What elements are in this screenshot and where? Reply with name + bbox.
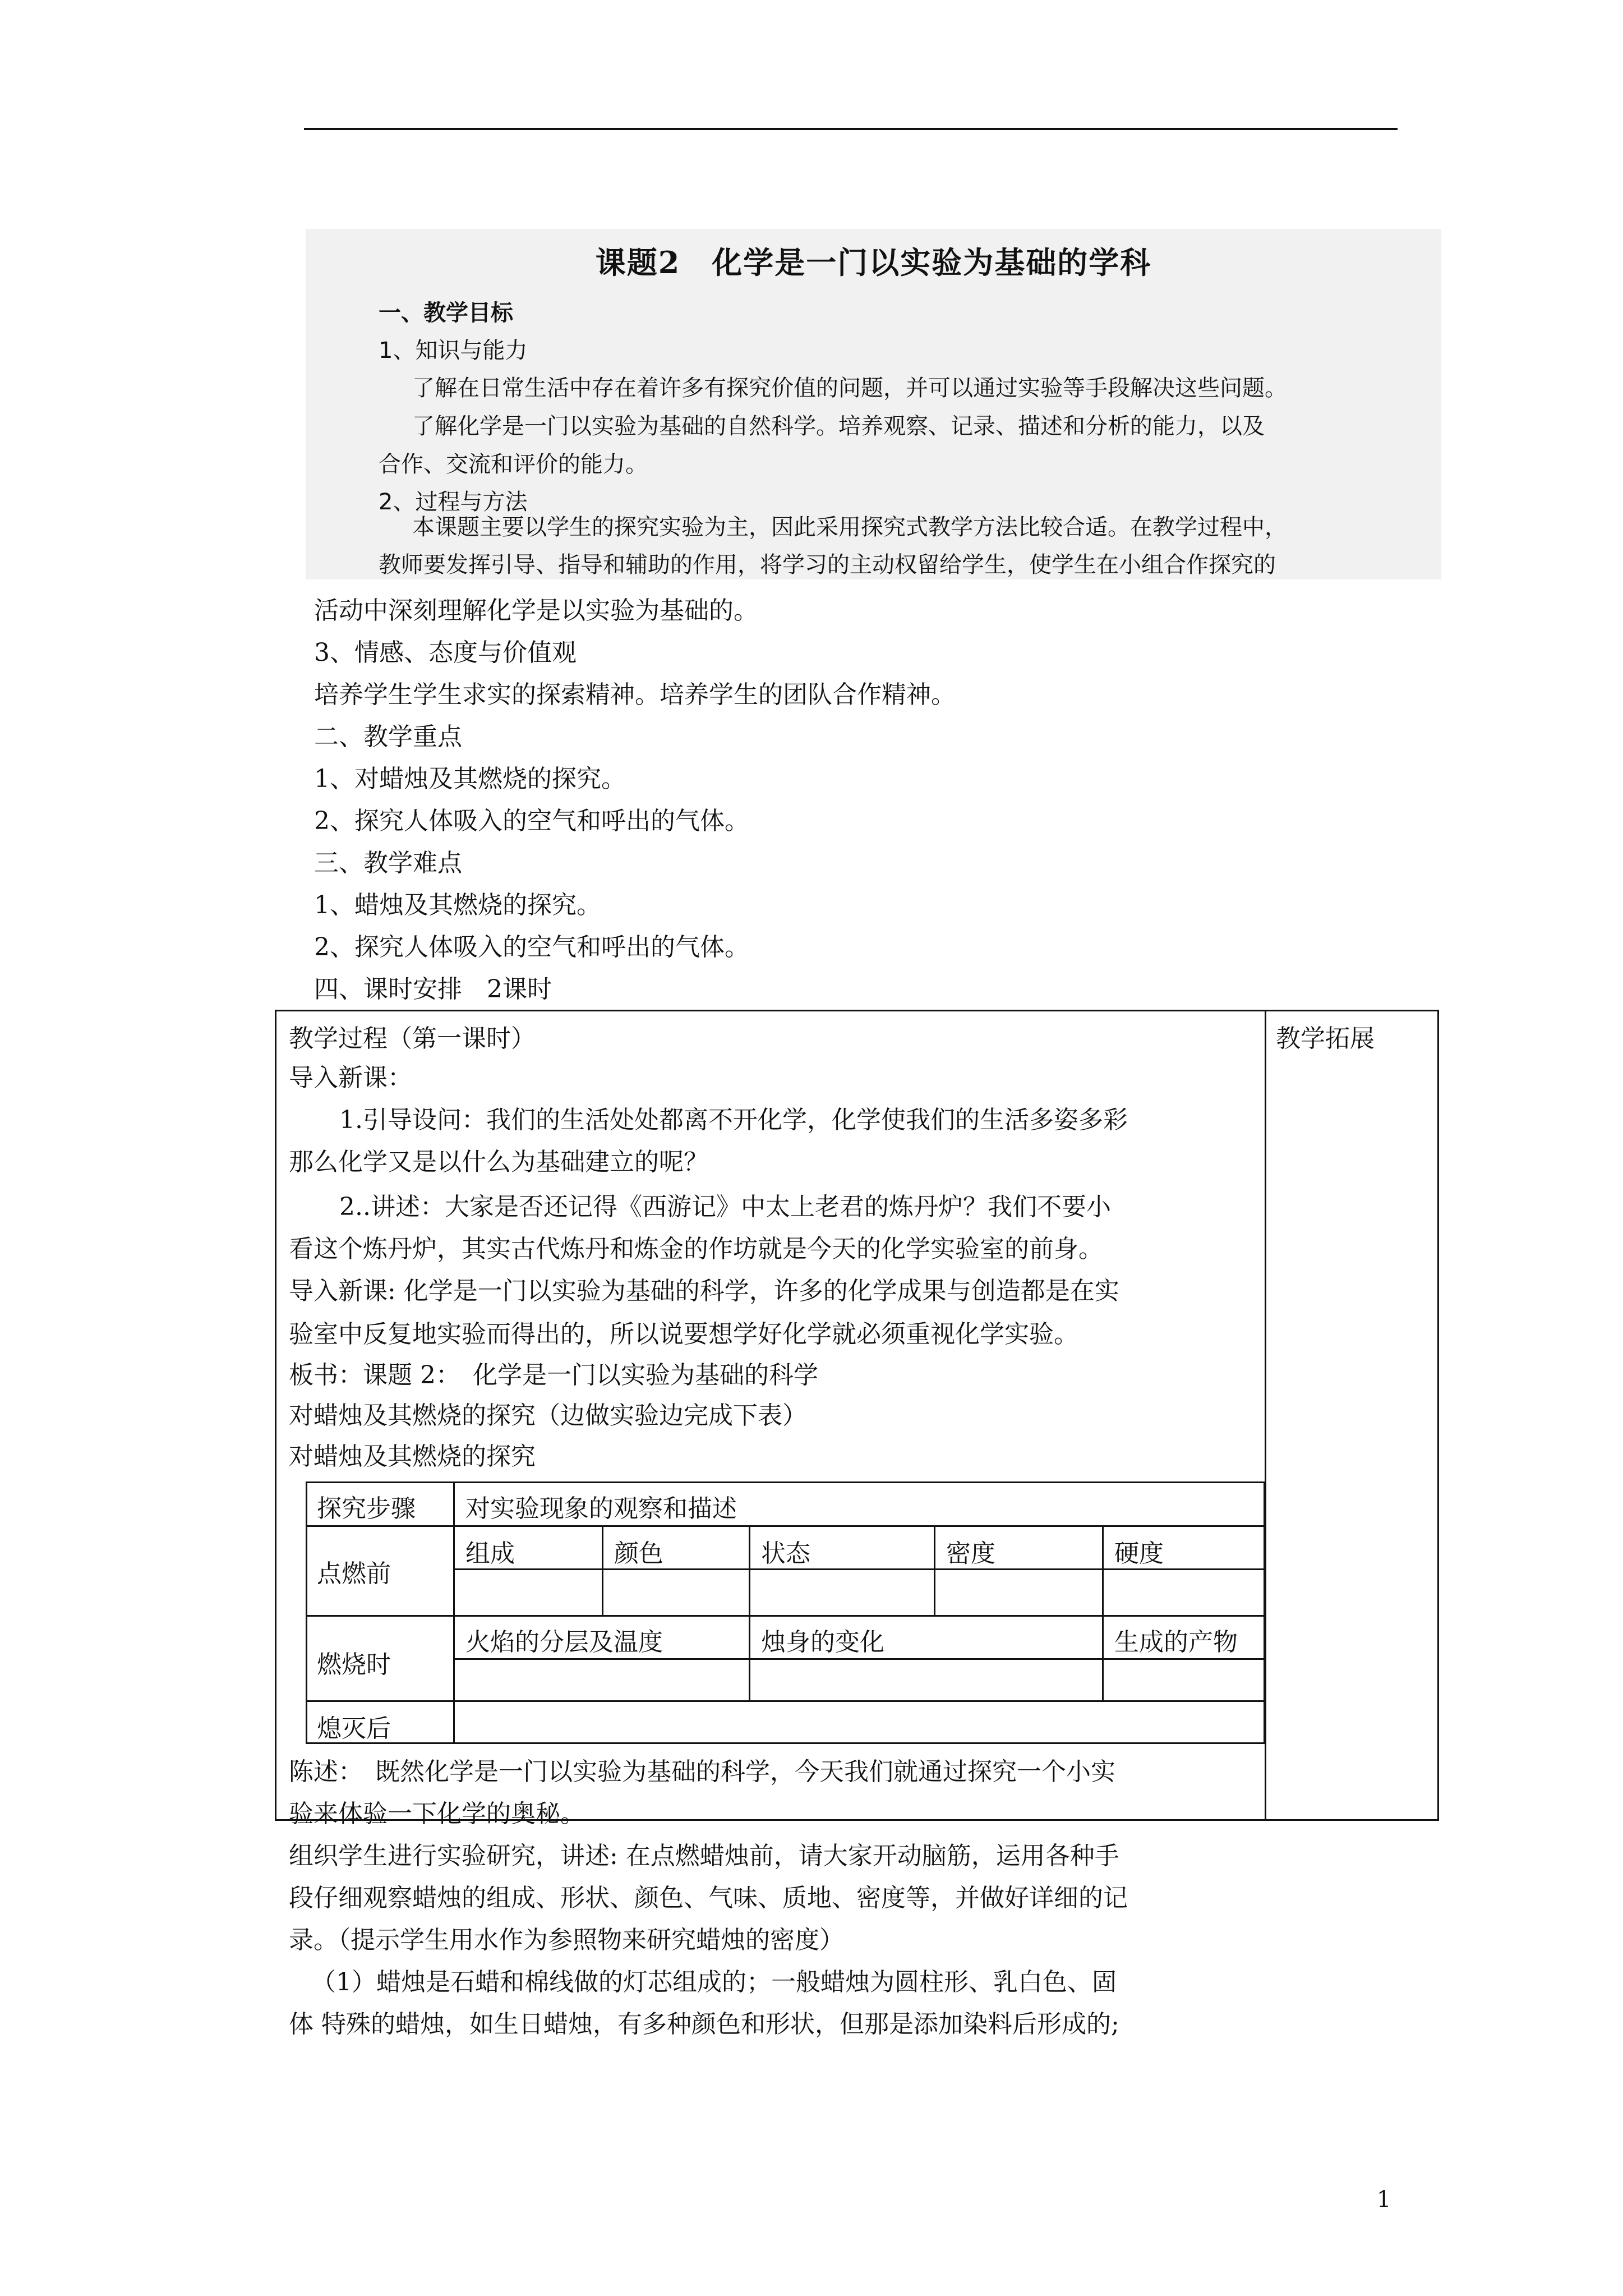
lesson-line-5: 2..讲述：大家是否还记得《西游记》中太上老君的炼丹炉？我们不要小	[339, 1193, 1111, 1221]
body-heading-key-points: 二、教学重点	[314, 723, 462, 751]
body-line-5: 1、对蜡烛及其燃烧的探究。	[314, 765, 626, 793]
lesson-line-3: 1.引导设问：我们的生活处处都离不开化学，化学使我们的生活多姿多彩	[339, 1106, 1128, 1134]
body-line-1: 活动中深刻理解化学是以实验为基础的。	[314, 596, 758, 625]
lesson-line-14: 组织学生进行实验研究，讲述: 在点燃蜡烛前，请大家开动脑筋，运用各种手	[289, 1842, 1119, 1870]
lesson-line-17: （1）蜡烛是石蜡和棉线做的灯芯组成的；一般蜡烛为圆柱形、乳白色、固	[311, 1968, 1117, 1996]
col-hardness: 硬度	[1114, 1539, 1164, 1568]
row-label-after-extinguishing: 熄灭后	[317, 1714, 391, 1743]
table-header-step: 探究步骤	[317, 1494, 416, 1523]
header-rule	[304, 128, 1398, 130]
lesson-line-12: 陈述： 既然化学是一门以实验为基础的科学，今天我们就通过探究一个小实	[289, 1757, 1115, 1786]
lesson-line-7: 导入新课: 化学是一门以实验为基础的科学，许多的化学成果与创造都是在实	[289, 1277, 1119, 1305]
body-line-3: 培养学生学生求实的探索精神。培养学生的团队合作精神。	[314, 680, 956, 709]
lesson-line-13: 验来体验一下化学的奥秘。	[289, 1800, 585, 1828]
col-products: 生成的产物	[1114, 1628, 1238, 1657]
objective-paragraph-3: 合作、交流和评价的能力。	[379, 452, 648, 477]
section-objectives-heading: 一、教学目标	[379, 300, 513, 326]
scanned-header-image	[306, 229, 1441, 579]
body-line-9: 2、探究人体吸入的空气和呼出的气体。	[314, 933, 749, 961]
row-label-burning: 燃烧时	[317, 1650, 391, 1679]
lesson-line-10: 对蜡烛及其燃烧的探究（边做实验边完成下表）	[289, 1401, 807, 1430]
lesson-line-8: 验室中反复地实验而得出的，所以说要想学好化学就必须重视化学实验。	[289, 1320, 1078, 1349]
body-heading-schedule: 四、课时安排 2课时	[314, 975, 552, 1004]
lesson-line-1: 教学过程（第一课时）	[289, 1024, 536, 1053]
subsection-process: 2、过程与方法	[379, 489, 528, 515]
col-color: 颜色	[614, 1539, 663, 1568]
lesson-line-2: 导入新课：	[289, 1064, 412, 1092]
page-number: 1	[1377, 2187, 1391, 2212]
body-heading-difficulties: 三、教学难点	[314, 849, 462, 877]
lesson-line-4: 那么化学又是以什么为基础建立的呢？	[289, 1148, 708, 1176]
lesson-line-11: 对蜡烛及其燃烧的探究	[289, 1442, 536, 1471]
lesson-line-18: 体 特殊的蜡烛，如生日蜡烛，有多种颜色和形状，但那是添加染料后形成的;	[289, 2010, 1119, 2039]
process-paragraph-1: 本课题主要以学生的探究实验为主，因此采用探究式教学方法比较合适。在教学过程中，	[412, 514, 1287, 540]
process-paragraph-2: 教师要发挥引导、指导和辅助的作用，将学习的主动权留给学生，使学生在小组合作探究的	[379, 552, 1276, 578]
table-header-observation: 对实验现象的观察和描述	[465, 1494, 737, 1523]
objective-paragraph-1: 了解在日常生活中存在着许多有探究价值的问题，并可以通过实验等手段解决这些问题。	[412, 375, 1287, 401]
lesson-line-6: 看这个炼丹炉，其实古代炼丹和炼金的作坊就是今天的化学实验室的前身。	[289, 1235, 1103, 1263]
lesson-line-16: 录。（提示学生用水作为参照物来研究蜡烛的密度）	[289, 1926, 844, 1954]
col-density: 密度	[946, 1539, 995, 1568]
col-state: 状态	[761, 1539, 810, 1568]
subsection-knowledge: 1、知识与能力	[379, 338, 528, 364]
candle-observation-table	[306, 1481, 1265, 1743]
body-line-8: 1、蜡烛及其燃烧的探究。	[314, 891, 601, 919]
lesson-line-15: 段仔细观察蜡烛的组成、形状、颜色、气味、质地、密度等，并做好详细的记	[289, 1884, 1128, 1912]
objective-paragraph-2: 了解化学是一门以实验为基础的自然科学。培养观察、记录、描述和分析的能力，以及	[412, 413, 1265, 439]
body-line-2: 3、情感、态度与价值观	[314, 638, 577, 667]
col-composition: 组成	[465, 1539, 515, 1568]
extension-column-header: 教学拓展	[1276, 1024, 1375, 1053]
body-line-6: 2、探究人体吸入的空气和呼出的气体。	[314, 807, 749, 835]
col-flame-layers: 火焰的分层及温度	[465, 1628, 663, 1657]
lesson-line-9: 板书：课题 2： 化学是一门以实验为基础的科学	[289, 1361, 818, 1389]
row-label-before-lighting: 点燃前	[317, 1559, 391, 1588]
lesson-title: 课题2 化学是一门以实验为基础的学科	[595, 245, 1152, 280]
col-candle-body-change: 烛身的变化	[761, 1628, 884, 1657]
